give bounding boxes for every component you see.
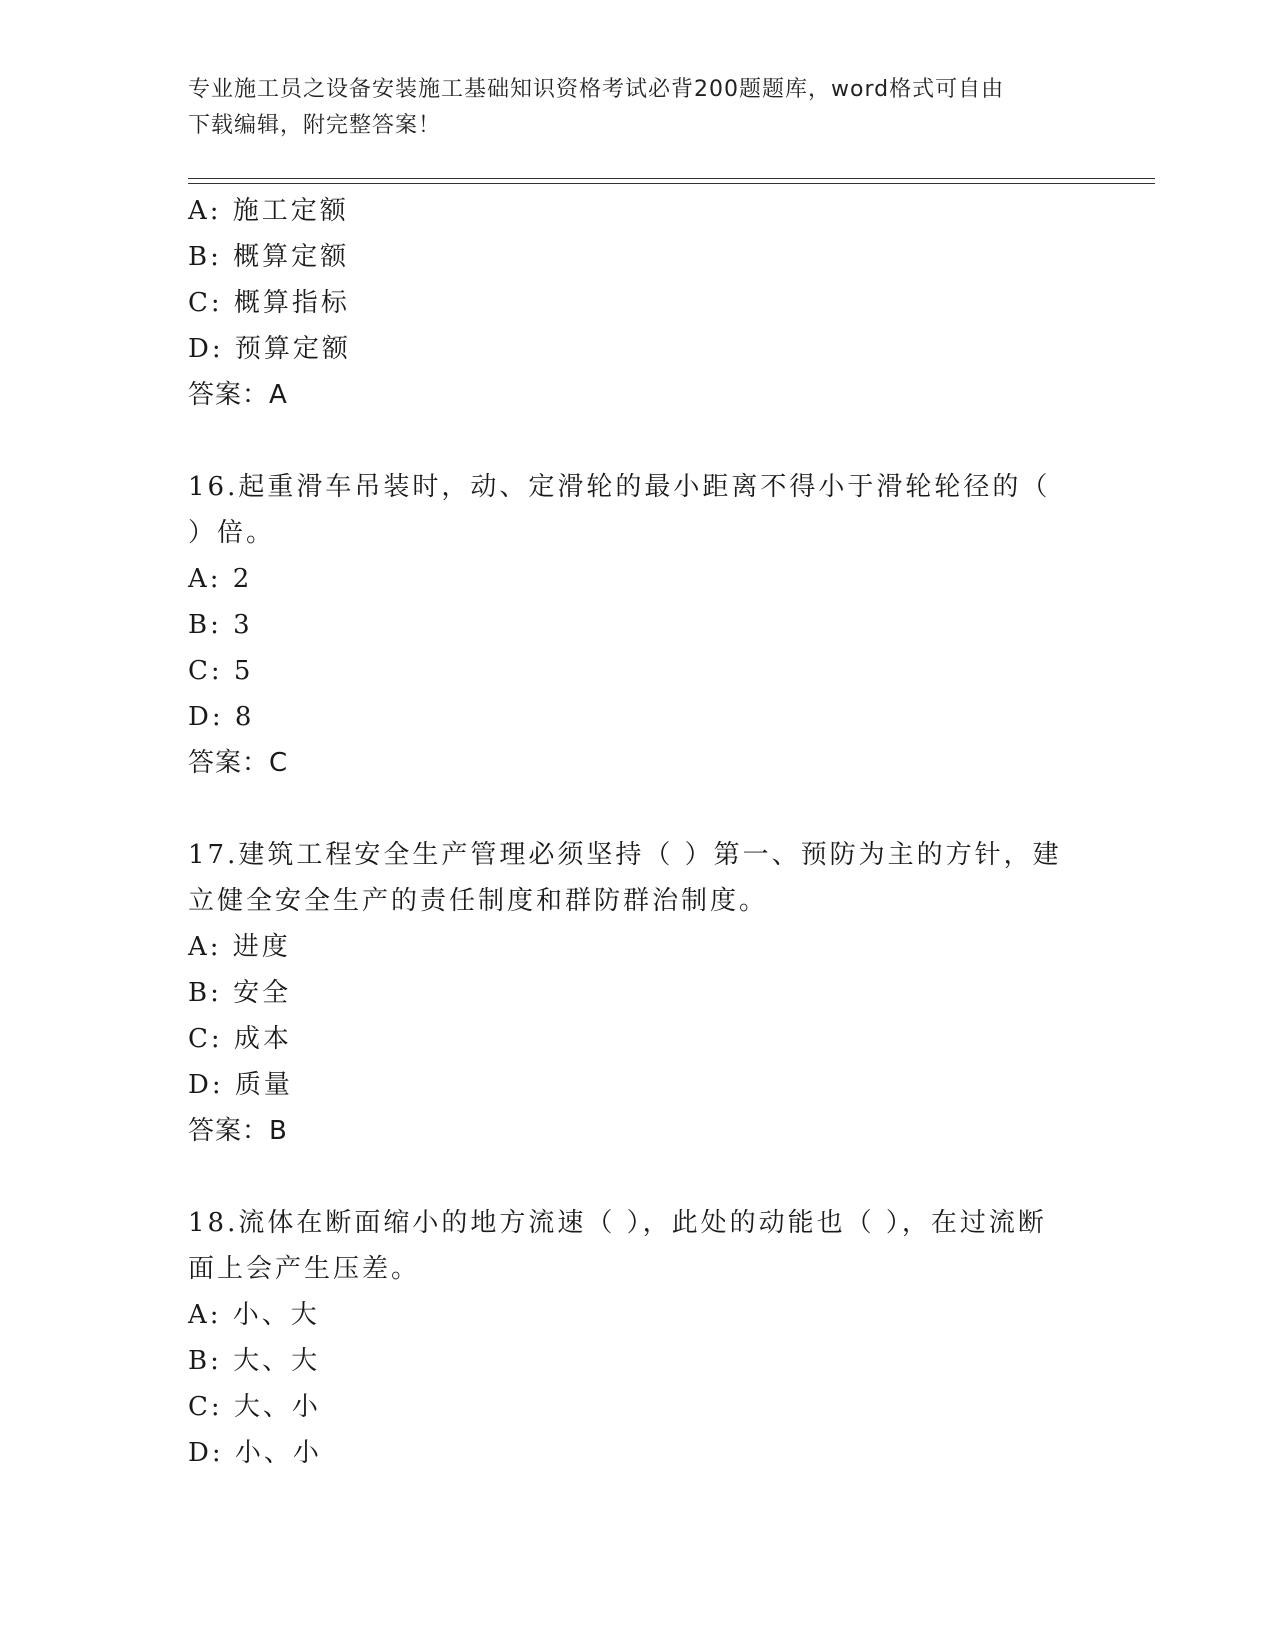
answer-label: 答案：C bbox=[188, 748, 289, 778]
option-c: C: 成本 bbox=[188, 1024, 292, 1054]
header-line-1: 专业施工员之设备安装施工基础知识资格考试必背200题题库，word格式可自由 bbox=[188, 77, 1005, 102]
header-divider bbox=[188, 178, 1155, 184]
question-17-block bbox=[188, 832, 1088, 1154]
spacer bbox=[188, 1154, 1088, 1200]
question-text-line-2: 立健全安全生产的责任制度和群防群治制度。 bbox=[188, 886, 769, 916]
question-18-block bbox=[188, 1200, 1088, 1476]
option-b: B: 大、大 bbox=[188, 1346, 321, 1376]
document-header bbox=[188, 72, 1068, 144]
spacer bbox=[188, 418, 1088, 464]
header-line-2: 下载编辑，附完整答案！ bbox=[188, 113, 442, 138]
option-b: B: 3 bbox=[188, 610, 253, 640]
option-c: C: 5 bbox=[188, 656, 254, 686]
answer-label: 答案：A bbox=[188, 380, 288, 410]
question-text-line-1: 17.建筑工程安全生产管理必须坚持（ ）第一、预防为主的方针，建 bbox=[188, 840, 1062, 870]
option-d: D: 小、小 bbox=[188, 1438, 322, 1468]
option-a: A: 2 bbox=[188, 564, 253, 594]
option-b: B: 安全 bbox=[188, 978, 292, 1008]
question-text-line-2: ）倍。 bbox=[188, 518, 276, 548]
option-c: C: 概算指标 bbox=[188, 288, 350, 318]
option-c: C: 大、小 bbox=[188, 1392, 321, 1422]
option-a: A: 小、大 bbox=[188, 1300, 320, 1330]
option-b: B: 概算定额 bbox=[188, 242, 350, 272]
option-a: A: 进度 bbox=[188, 932, 291, 962]
question-16-block bbox=[188, 464, 1088, 786]
option-d: D: 8 bbox=[188, 702, 255, 732]
option-a: A: 施工定额 bbox=[188, 196, 349, 226]
spacer bbox=[188, 786, 1088, 832]
question-content bbox=[188, 188, 1088, 1476]
option-d: D: 预算定额 bbox=[188, 334, 351, 364]
answer-label: 答案：B bbox=[188, 1116, 288, 1146]
option-d: D: 质量 bbox=[188, 1070, 293, 1100]
question-15-block bbox=[188, 188, 1088, 418]
question-text-line-1: 18.流体在断面缩小的地方流速（ ），此处的动能也（ ），在过流断 bbox=[188, 1208, 1047, 1238]
question-text-line-2: 面上会产生压差。 bbox=[188, 1254, 421, 1284]
question-text-line-1: 16.起重滑车吊装时，动、定滑轮的最小距离不得小于滑轮轮径的（ bbox=[188, 472, 1051, 502]
